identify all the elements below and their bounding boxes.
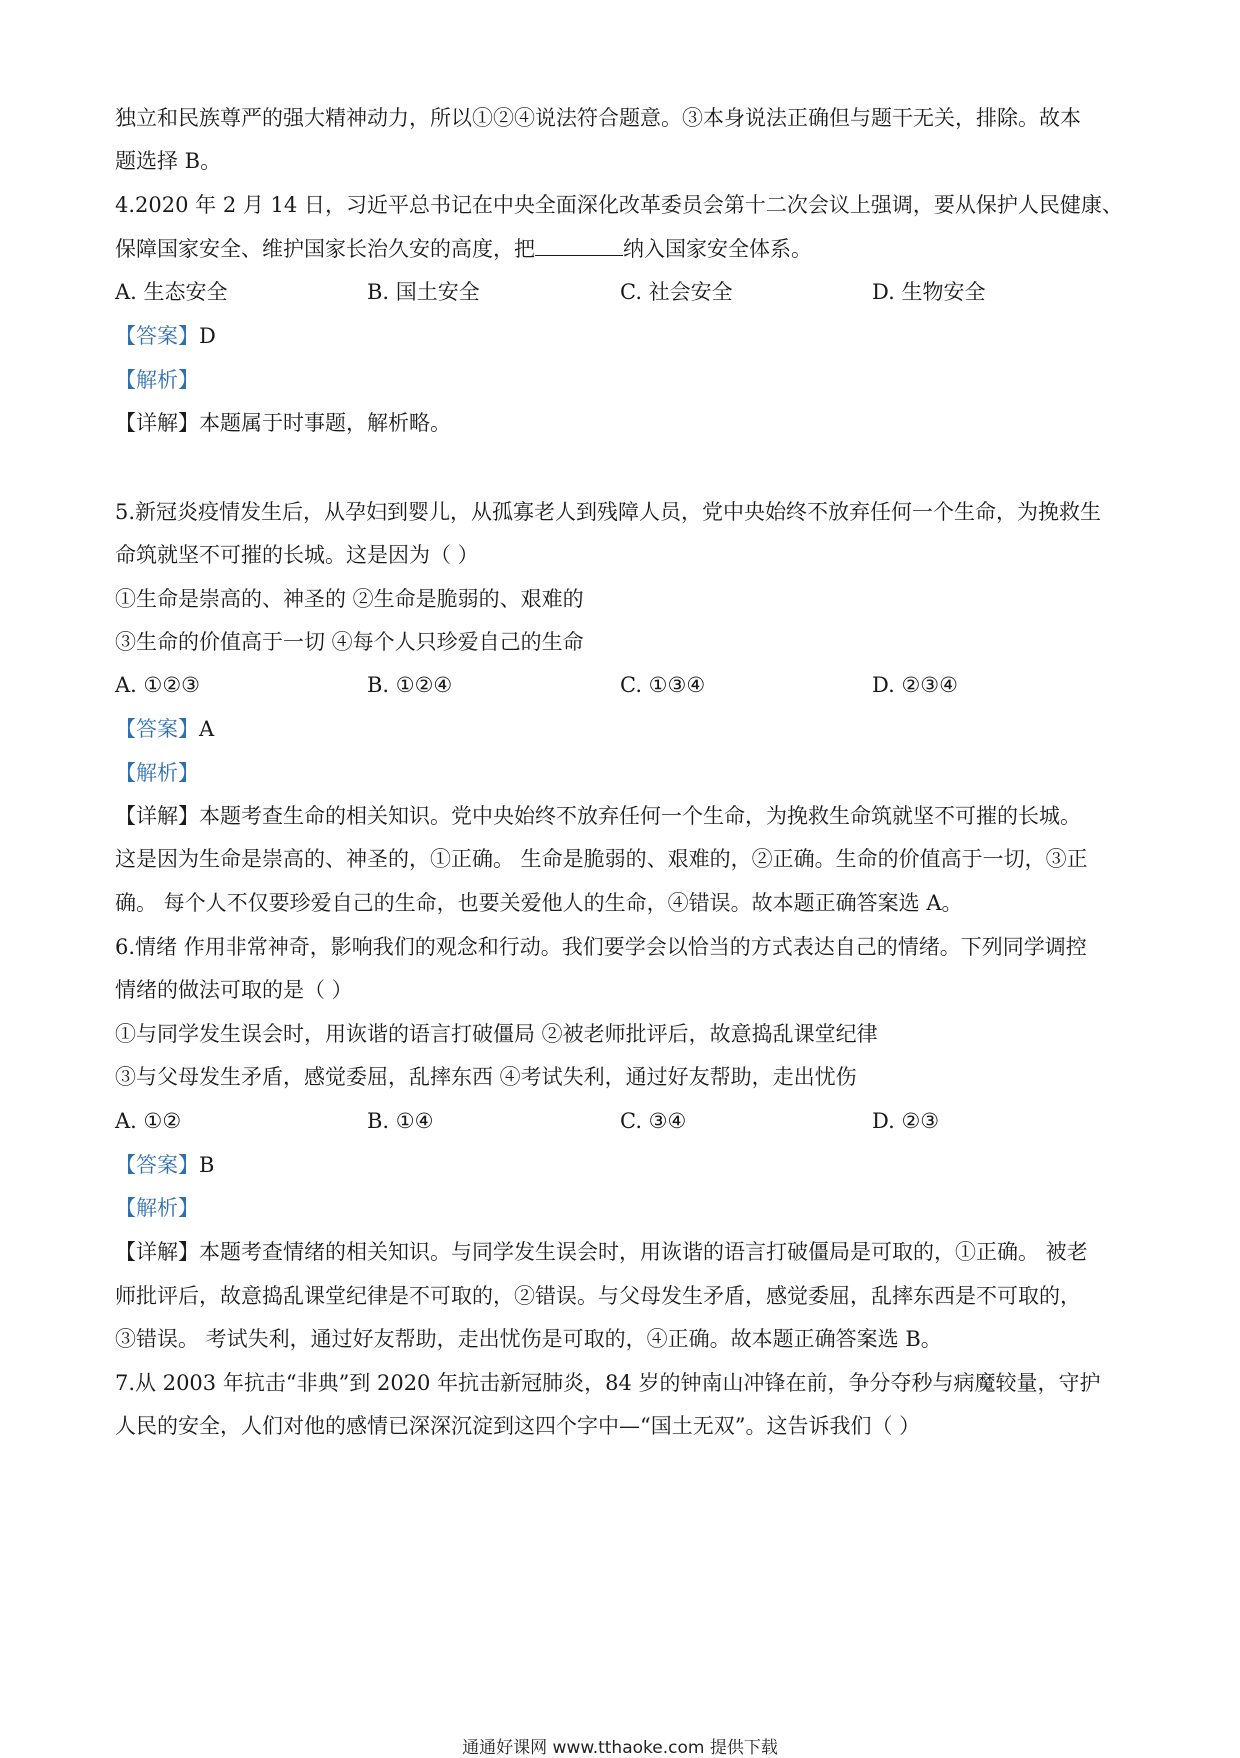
fill-in-blank	[535, 235, 623, 256]
q6-detail-line-1	[115, 1238, 1130, 1266]
page-footer: 通通好课网 www.tthaoke.com 提供下载	[462, 1738, 778, 1758]
answer-tag: 【答案】	[115, 324, 199, 348]
q5-stem-line-1: 5.新冠炎疫情发生后，从孕妇到婴儿，从孤寡老人到残障人员，党中央始终不放弃任何一个生命，为挽救生	[115, 500, 1102, 524]
q5-option-d: D. ②③④	[872, 673, 958, 697]
q4-stem-line-2	[115, 235, 1130, 263]
analysis-tag: 【解析】	[115, 1196, 199, 1220]
q4-stem-line-1: 4.2020 年 2 月 14 日，习近平总书记在中央全面深化改革委员会第十二次会议上强调，要从保护人民健康、	[115, 193, 1123, 217]
q6-option-c: C. ③④	[620, 1109, 687, 1133]
answer-tag: 【答案】	[115, 717, 199, 741]
q4-analysis	[115, 366, 1130, 394]
detail-text: 本题属于时事题，解析略。	[199, 411, 451, 435]
q6-option-b: B. ①④	[367, 1109, 434, 1133]
detail-text: 本题考查情绪的相关知识。与同学发生误会时，用诙谐的语言打破僵局是可取的，①正确。 被老	[199, 1240, 1088, 1264]
q5-option-c: C. ①③④	[620, 673, 706, 697]
q6-detail-line-2: 师批评后，故意捣乱课堂纪律是不可取的，②错误。与父母发生矛盾，感觉委屈，乱摔东西是不可取的，	[115, 1284, 1081, 1308]
q5-items-line-1: ①生命是崇高的、神圣的 ②生命是脆弱的、艰难的	[115, 587, 584, 611]
q6-analysis	[115, 1194, 1130, 1222]
answer-value: D	[199, 324, 216, 348]
q6-detail-line-3: ③错误。 考试失利，通过好友帮助，走出忧伤是可取的，④正确。故本题正确答案选 B。	[115, 1327, 942, 1351]
q6-stem-line-1: 6.情绪 作用非常神奇，影响我们的观念和行动。我们要学会以恰当的方式表达自己的情绪。下列同学调控	[115, 935, 1087, 959]
q4-stem-text-a: 保障国家安全、维护国家长治久安的高度，把	[115, 237, 535, 261]
q5-stem-line-2: 命筑就坚不可摧的长城。这是因为（ ）	[115, 543, 479, 567]
q4-answer	[115, 322, 1130, 350]
q4-option-a: A. 生态安全	[115, 280, 228, 304]
q6-items-line-1: ①与同学发生误会时，用诙谐的语言打破僵局 ②被老师批评后，故意捣乱课堂纪律	[115, 1022, 878, 1046]
q5-option-a: A. ①②③	[115, 673, 200, 697]
analysis-tag: 【解析】	[115, 368, 199, 392]
q4-option-d: D. 生物安全	[872, 280, 986, 304]
q6-option-a: A. ①②	[115, 1109, 182, 1133]
q6-items-line-2: ③与父母发生矛盾，感觉委屈，乱摔东西 ④考试失利，通过好友帮助，走出忧伤	[115, 1065, 857, 1089]
detail-text: 本题考查生命的相关知识。党中央始终不放弃任何一个生命，为挽救生命筑就坚不可摧的长城。	[199, 804, 1081, 828]
q5-option-b: B. ①②④	[367, 673, 453, 697]
q4-detail	[115, 409, 1130, 437]
q6-answer	[115, 1151, 1130, 1179]
detail-tag: 【详解】	[115, 1240, 199, 1264]
q3-tail-line-1: 独立和民族尊严的强大精神动力，所以①②④说法符合题意。③本身说法正确但与题干无关，排除。故本	[115, 106, 1081, 130]
q5-answer	[115, 715, 1130, 743]
detail-tag: 【详解】	[115, 411, 199, 435]
q4-option-b: B. 国土安全	[367, 280, 480, 304]
answer-value: B	[199, 1153, 215, 1177]
q7-stem-line-1: 7.从 2003 年抗击“非典”到 2020 年抗击新冠肺炎，84 岁的钟南山冲锋在前，争分夺秒与病魔较量，守护	[115, 1371, 1101, 1395]
q5-detail-line-3: 确。 每个人不仅要珍爱自己的生命，也要关爱他人的生命，④错误。故本题正确答案选 A。	[115, 891, 963, 915]
q6-option-d: D. ②③	[872, 1109, 940, 1133]
answer-value: A	[199, 717, 215, 741]
q5-items-line-2: ③生命的价值高于一切 ④每个人只珍爱自己的生命	[115, 630, 584, 654]
q5-detail-line-1	[115, 802, 1130, 830]
q4-option-c: C. 社会安全	[620, 280, 733, 304]
q5-detail-line-2: 这是因为生命是崇高的、神圣的，①正确。 生命是脆弱的、艰难的，②正确。生命的价值高于一切，③正	[115, 847, 1088, 871]
q6-stem-line-2: 情绪的做法可取的是（ ）	[115, 978, 353, 1002]
q3-tail-line-2: 题选择 B。	[115, 149, 222, 173]
analysis-tag: 【解析】	[115, 761, 199, 785]
q7-stem-line-2: 人民的安全，人们对他的感情已深深沉淀到这四个字中—“国土无双”。这告诉我们（ ）	[115, 1414, 921, 1438]
q4-stem-text-b: 纳入国家安全体系。	[623, 237, 812, 261]
q5-analysis	[115, 759, 1130, 787]
answer-tag: 【答案】	[115, 1153, 199, 1177]
detail-tag: 【详解】	[115, 804, 199, 828]
